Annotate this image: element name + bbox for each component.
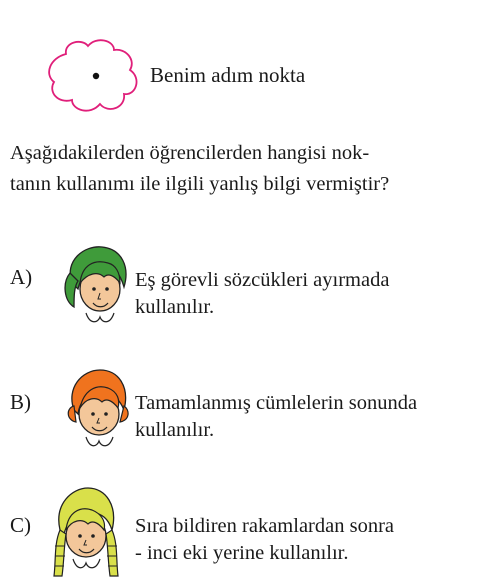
yellow-braids-girl-icon xyxy=(46,484,126,582)
option-line: Tamamlanmış cümlelerin sonunda xyxy=(135,392,418,414)
question-line: tanın kullanımı ile ilgili yanlış bilgi vermiştir? xyxy=(10,173,390,195)
dot-icon xyxy=(93,73,99,79)
option-line: kullanılır. xyxy=(135,296,215,318)
option-line: kullanılır. xyxy=(135,419,215,441)
option-c-text xyxy=(135,513,394,567)
orange-hair-girl-icon xyxy=(64,366,130,450)
speech-text: Benim adım nokta xyxy=(150,63,306,87)
option-line: - inci eki yerine kullanılır. xyxy=(135,542,349,564)
question-line: Aşağıdakilerden öğrencilerden hangisi nok- xyxy=(10,142,370,164)
option-line: Eş görevli sözcükleri ayırmada xyxy=(135,269,390,291)
option-line: Sıra bildiren rakamlardan sonra xyxy=(135,515,395,537)
green-hair-girl-icon xyxy=(64,243,130,327)
option-c-letter: C) xyxy=(10,513,31,537)
option-b-letter: B) xyxy=(10,390,31,414)
question-text xyxy=(10,138,472,200)
option-a-letter: A) xyxy=(10,265,33,289)
option-a-text xyxy=(135,267,389,321)
speech-bubble xyxy=(44,36,142,114)
option-b-text xyxy=(135,390,417,444)
